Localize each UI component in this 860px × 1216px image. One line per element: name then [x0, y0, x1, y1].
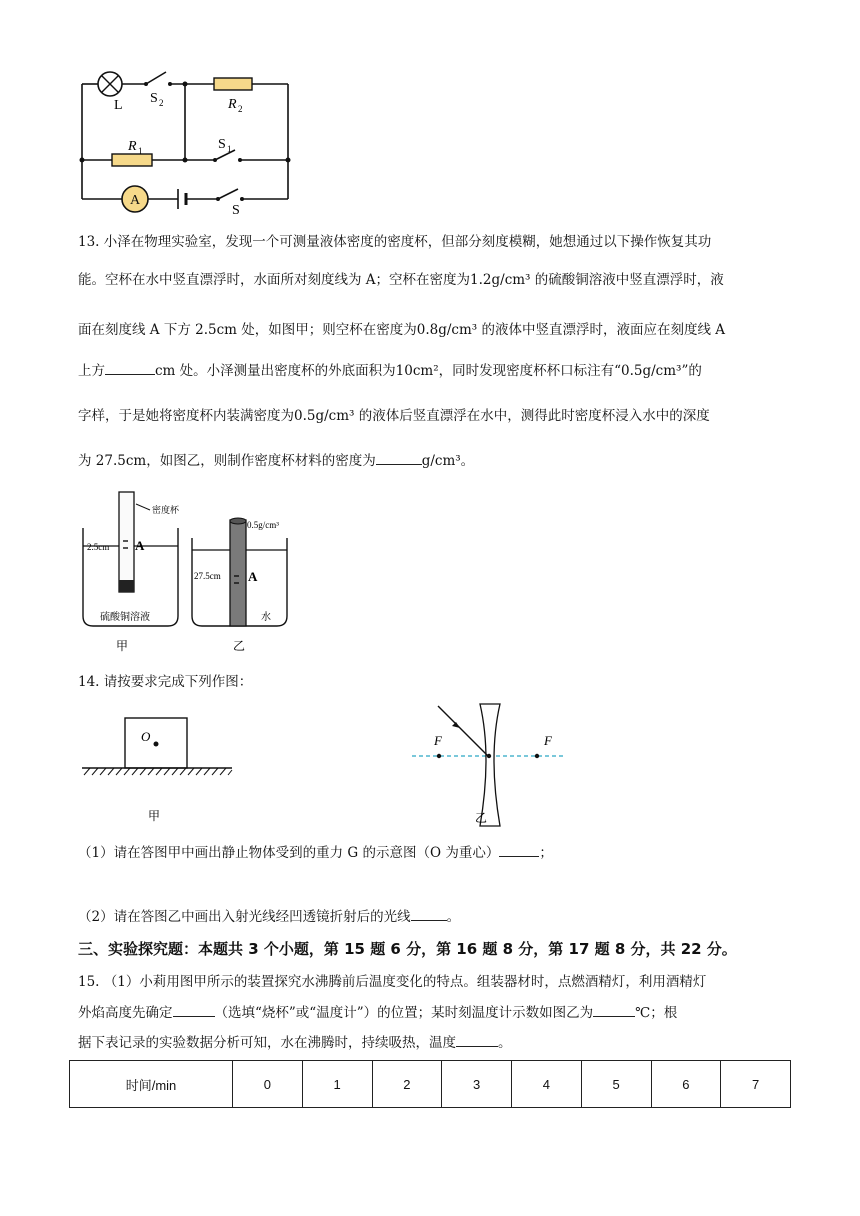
data-table [69, 1060, 791, 1108]
concave-lens-figure [408, 700, 568, 830]
q13-line1: 13. 小泽在物理实验室，发现一个可测量液体密度的密度杯，但部分刻度模糊，她想通过以下操作恢复其功 [78, 234, 712, 250]
switch-s1-label: S [218, 137, 226, 152]
answer-blank[interactable] [411, 906, 447, 921]
focus-right-label: F [544, 733, 552, 748]
q15-line1: 15. （1）小莉用图甲所示的装置探究水沸腾前后温度变化的特点。组装器材时，点燃酒精灯，利用酒精灯 [78, 974, 707, 990]
table-cell: 7 [721, 1061, 791, 1108]
svg-text:2: 2 [238, 104, 243, 114]
battery-icon [178, 189, 186, 209]
answer-blank[interactable] [499, 842, 539, 857]
resistor-r1-label: R [128, 139, 137, 154]
caption-jia-14: 甲 [148, 809, 161, 823]
cup-label: 密度杯 [152, 505, 180, 515]
table-cell: 3 [442, 1061, 512, 1108]
answer-blank[interactable] [105, 360, 155, 375]
section-heading: 三、实验探究题：本题共 3 个小题，第 15 题 6 分，第 16 题 8 分，第 17 题 8 分，共 22 分。 [78, 940, 737, 958]
cup-top-label: 0.5g/cm³ [247, 520, 279, 530]
table-row [70, 1061, 791, 1108]
caption-yi: 乙 [233, 639, 246, 653]
answer-blank[interactable] [456, 1032, 498, 1047]
q13-line2: 能。空杯在水中竖直漂浮时，水面所对刻度线为 A；空杯在密度为1.2g/cm³ 的硫酸铜溶液中竖直漂浮时，液 [78, 272, 724, 288]
svg-text:1: 1 [227, 144, 232, 154]
resistor-r2 [214, 78, 252, 90]
mark-b-label: A [248, 569, 258, 584]
density-cup-figure [78, 488, 328, 658]
lamp-label: L [114, 98, 123, 113]
svg-text:2: 2 [159, 98, 164, 108]
mark-a-label: A [135, 538, 145, 553]
table-cell: 0 [233, 1061, 303, 1108]
concave-lens [480, 704, 500, 826]
svg-text:1: 1 [138, 146, 143, 156]
table-cell: 1 [302, 1061, 372, 1108]
solution-label: 硫酸铜溶液 [100, 612, 150, 623]
q13-line4: 上方 cm 处。小泽测量出密度杯的外底面积为10cm²，同时发现密度杯杯口标注有“0.5g/cm³”的 [78, 360, 702, 381]
table-cell: 5 [581, 1061, 651, 1108]
resistor-r1 [112, 154, 152, 166]
center-of-gravity-dot [154, 742, 159, 747]
circuit-diagram [70, 62, 300, 222]
q14-sub2: （2）请在答图乙中画出入射光线经凹透镜折射后的光线 。 [78, 906, 460, 927]
q14-sub1: （1）请在答图甲中画出静止物体受到的重力 G 的示意图（O 为重心） ； [78, 842, 553, 863]
q15-line3: 据下表记录的实验数据分析可知，水在沸腾时，持续吸热，温度 。 [78, 1032, 512, 1053]
answer-blank[interactable] [376, 450, 422, 465]
ammeter-icon [122, 186, 148, 212]
caption-jia: 甲 [116, 639, 129, 653]
q13-line3: 面在刻度线 A 下方 2.5cm 处，如图甲；则空杯在密度为0.8g/cm³ 的液体中竖直漂浮时，液面应在刻度线 A [78, 322, 726, 338]
q14-line1: 14. 请按要求完成下列作图： [78, 674, 253, 690]
q15-line2: 外焰高度先确定 （选填“烧杯”或“温度计”）的位置；某时刻温度计示数如图乙为 ℃；根 [78, 1002, 677, 1023]
q13-line6: 为 27.5cm，如图乙，则制作密度杯材料的密度为 g/cm³。 [78, 450, 474, 471]
table-cell: 4 [512, 1061, 582, 1108]
switch-s2-label: S [150, 91, 158, 106]
depth-label-a: 2.5cm [87, 542, 110, 552]
switch-s-label: S [232, 203, 240, 218]
caption-yi-14: 乙 [475, 811, 488, 825]
table-cell: 6 [651, 1061, 721, 1108]
table-header-cell: 时间/min [70, 1061, 233, 1108]
answer-blank[interactable] [593, 1002, 635, 1017]
answer-blank[interactable] [173, 1002, 215, 1017]
focus-left-label: F [434, 733, 442, 748]
incident-ray [438, 706, 488, 756]
o-label: O [141, 729, 151, 744]
block-on-ground-figure [80, 710, 240, 830]
water-label: 水 [261, 612, 271, 623]
q13-line5: 字样，于是她将密度杯内装满密度为0.5g/cm³ 的液体后竖直漂浮在水中，测得此时密度杯浸入水中的深度 [78, 408, 710, 424]
lamp-icon [98, 72, 122, 96]
resistor-r2-label: R [228, 97, 237, 112]
depth-label-b: 27.5cm [194, 571, 221, 581]
svg-text:A: A [129, 193, 141, 208]
table-cell: 2 [372, 1061, 442, 1108]
